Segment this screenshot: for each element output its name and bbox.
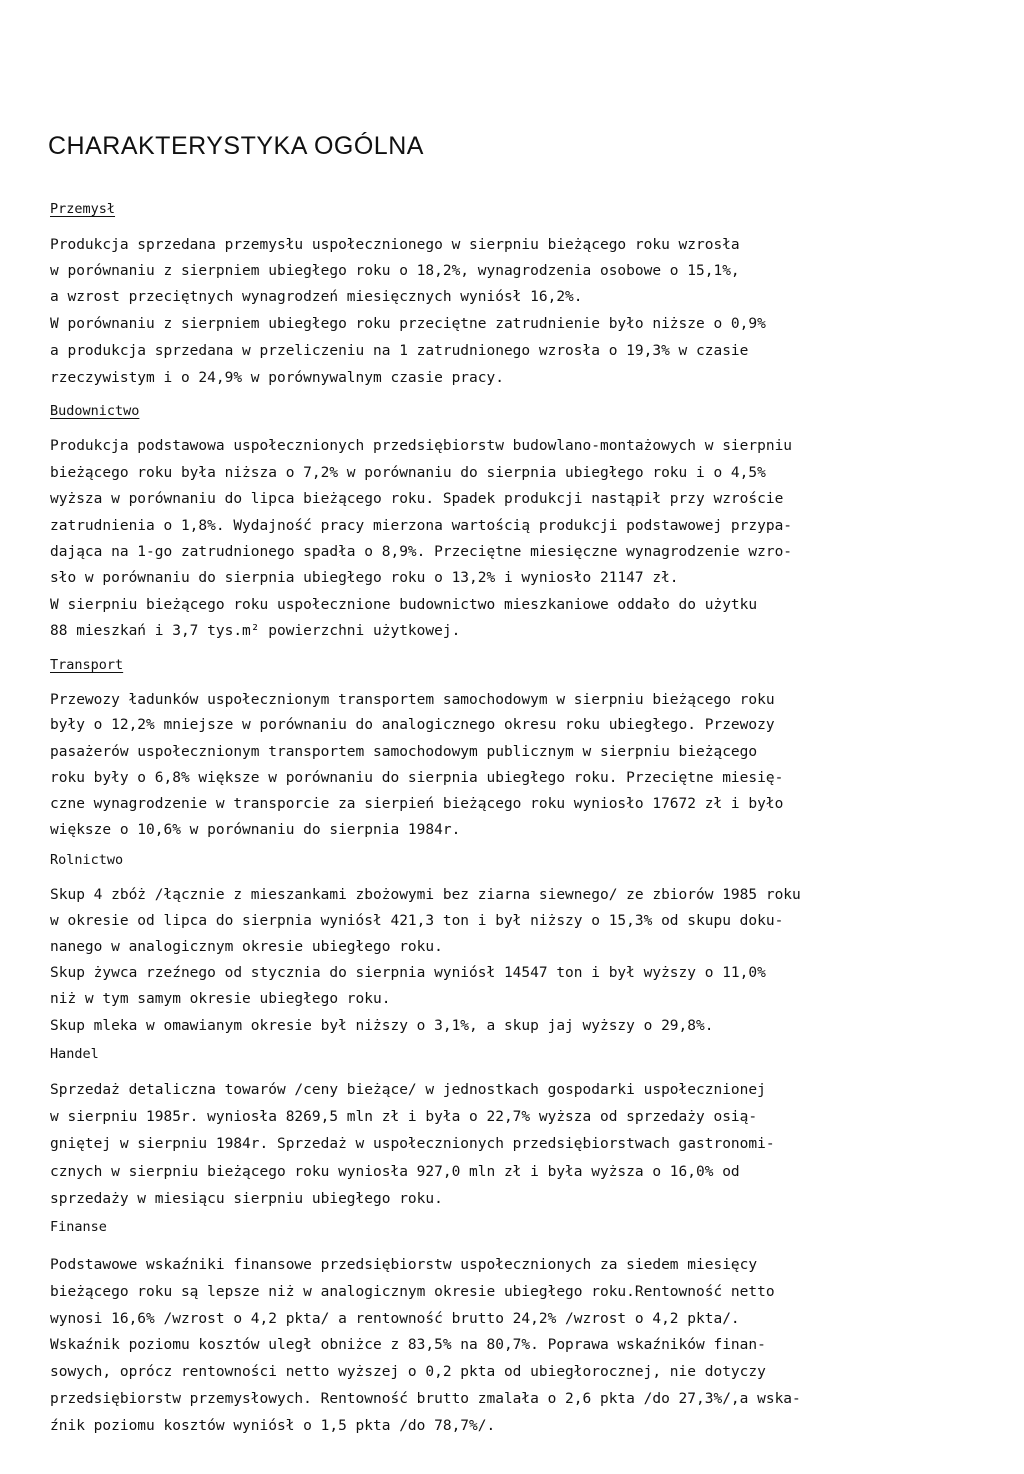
paragraph-line: 88 mieszkań i 3,7 tys.m² powierzchni użytkowej. bbox=[50, 623, 461, 639]
paragraph-line: źnik poziomu kosztów wyniósł o 1,5 pkta /do 78,7%/. bbox=[50, 1418, 496, 1434]
section-heading-rolnictwo: Rolnictwo bbox=[50, 852, 124, 868]
paragraph-line: Sprzedaż detaliczna towarów /ceny bieżące/ w jednostkach gospodarki uspołecznionej bbox=[50, 1082, 766, 1098]
paragraph-line: Skup żywca rzeźnego od stycznia do sierpnia wyniósł 14547 ton i był wyższy o 11,0% bbox=[50, 965, 766, 981]
section-heading-finanse: Finanse bbox=[50, 1219, 107, 1235]
paragraph-line: wynosi 16,6% /wzrost o 4,2 pkta/ a rentowność brutto 24,2% /wzrost o 4,2 pkta/. bbox=[50, 1311, 740, 1327]
paragraph-line: Wskaźnik poziomu kosztów uległ obniżce z 83,5% na 80,7%. Poprawa wskaźników finan- bbox=[50, 1337, 766, 1353]
paragraph-line: W sierpniu bieżącego roku uspołecznione budownictwo mieszkaniowe oddało do użytku bbox=[50, 597, 758, 613]
paragraph-line: bieżącego roku była niższa o 7,2% w porównaniu do sierpnia ubiegłego roku i o 4,5% bbox=[50, 465, 766, 481]
section-heading-przemysl: Przemysł bbox=[50, 201, 116, 217]
paragraph-line: czne wynagrodzenie w transporcie za sierpień bieżącego roku wyniosło 17672 zł i było bbox=[50, 796, 784, 812]
paragraph-line: w sierpniu 1985r. wyniosła 8269,5 mln zł i była o 22,7% wyższa od sprzedaży osią- bbox=[50, 1109, 758, 1125]
section-heading-transport: Transport bbox=[50, 657, 124, 673]
paragraph-line: sowych, oprócz rentowności netto wyższej o 0,2 pkta od ubiegłorocznej, nie dotyczy bbox=[50, 1364, 766, 1380]
section-heading-handel: Handel bbox=[50, 1046, 99, 1062]
paragraph-line: Podstawowe wskaźniki finansowe przedsiębiorstw uspołecznionych za siedem miesięcy bbox=[50, 1257, 758, 1273]
paragraph-line: sprzedaży w miesiącu sierpniu ubiegłego roku. bbox=[50, 1191, 443, 1207]
paragraph-line: sło w porównaniu do sierpnia ubiegłego roku o 13,2% i wyniosło 21147 zł. bbox=[50, 570, 679, 586]
paragraph-line: niż w tym samym okresie ubiegłego roku. bbox=[50, 991, 391, 1007]
paragraph-line: w porównaniu z sierpniem ubiegłego roku o 18,2%, wynagrodzenia osobowe o 15,1%, bbox=[50, 263, 740, 279]
document-title: CHARAKTERYSTYKA OGÓLNA bbox=[48, 132, 424, 160]
paragraph-line: w okresie od lipca do sierpnia wyniósł 421,3 ton i był niższy o 15,3% od skupu doku- bbox=[50, 913, 784, 929]
paragraph-line: pasażerów uspołecznionym transportem samochodowym publicznym w sierpniu bieżącego bbox=[50, 744, 758, 760]
paragraph-line: nanego w analogicznym okresie ubiegłego roku. bbox=[50, 939, 443, 955]
paragraph-line: roku były o 6,8% większe w porównaniu do sierpnia ubiegłego roku. Przeciętne miesię- bbox=[50, 770, 784, 786]
paragraph-line: a wzrost przeciętnych wynagrodzeń miesięcznych wyniósł 16,2%. bbox=[50, 289, 583, 305]
paragraph-line: cznych w sierpniu bieżącego roku wyniosła 927,0 mln zł i była wyższa o 16,0% od bbox=[50, 1164, 740, 1180]
paragraph-line: większe o 10,6% w porównaniu do sierpnia 1984r. bbox=[50, 822, 461, 838]
paragraph-line: przedsiębiorstw przemysłowych. Rentowność brutto zmalała o 2,6 pkta /do 27,3%/,a wska- bbox=[50, 1391, 801, 1407]
paragraph-line: Skup 4 zbóż /łącznie z mieszankami zbożowymi bez ziarna siewnego/ ze zbiorów 1985 roku bbox=[50, 887, 801, 903]
paragraph-line: wyższa w porównaniu do lipca bieżącego roku. Spadek produkcji nastąpił przy wzroście bbox=[50, 491, 784, 507]
paragraph-line: gniętej w sierpniu 1984r. Sprzedaż w uspołecznionych przedsiębiorstwach gastronomi- bbox=[50, 1136, 775, 1152]
section-heading-budownictwo: Budownictwo bbox=[50, 403, 140, 419]
paragraph-line: rzeczywistym i o 24,9% w porównywalnym czasie pracy. bbox=[50, 370, 504, 386]
paragraph-line: Przewozy ładunków uspołecznionym transportem samochodowym w sierpniu bieżącego roku bbox=[50, 692, 775, 708]
paragraph-line: dająca na 1-go zatrudnionego spadła o 8,9%. Przeciętne miesięczne wynagrodzenie wzro- bbox=[50, 544, 793, 560]
paragraph-line: były o 12,2% mniejsze w porównaniu do analogicznego okresu roku ubiegłego. Przewozy bbox=[50, 717, 775, 733]
paragraph-line: Produkcja podstawowa uspołecznionych przedsiębiorstw budowlano-montażowych w sierpniu bbox=[50, 438, 793, 454]
paragraph-line: Skup mleka w omawianym okresie był niższy o 3,1%, a skup jaj wyższy o 29,8%. bbox=[50, 1018, 714, 1034]
paragraph-line: Produkcja sprzedana przemysłu uspołecznionego w sierpniu bieżącego roku wzrosła bbox=[50, 237, 740, 253]
paragraph-line: bieżącego roku są lepsze niż w analogicznym okresie ubiegłego roku.Rentowność netto bbox=[50, 1284, 775, 1300]
paragraph-line: a produkcja sprzedana w przeliczeniu na 1 zatrudnionego wzrosła o 19,3% w czasie bbox=[50, 343, 749, 359]
paragraph-line: W porównaniu z sierpniem ubiegłego roku przeciętne zatrudnienie było niższe o 0,9% bbox=[50, 316, 766, 332]
paragraph-line: zatrudnienia o 1,8%. Wydajność pracy mierzona wartością produkcji podstawowej przypa- bbox=[50, 518, 793, 534]
